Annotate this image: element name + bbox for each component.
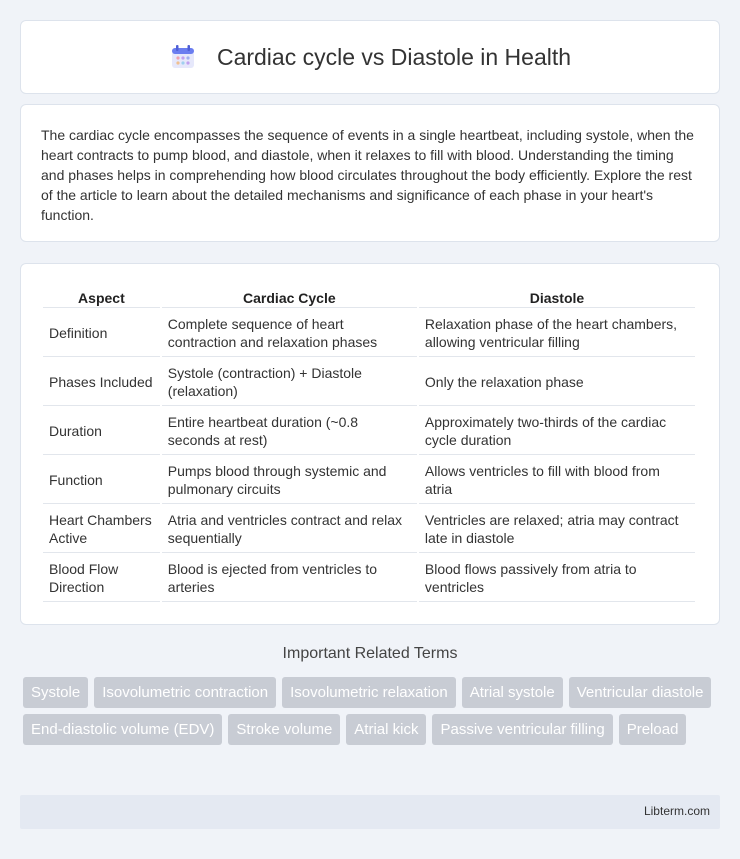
table-row <box>43 408 695 455</box>
term-tag[interactable]: Systole <box>23 677 88 708</box>
term-tag[interactable]: Isovolumetric contraction <box>94 677 276 708</box>
table-row <box>43 310 695 357</box>
table-row <box>43 457 695 504</box>
table-cell: Approximately two-thirds of the cardiac cycle duration <box>419 408 695 455</box>
table-row <box>43 359 695 406</box>
table-row <box>43 506 695 553</box>
table-cell: Ventricles are relaxed; atria may contract late in diastole <box>419 506 695 553</box>
footer-brand[interactable]: Libterm.com <box>643 804 710 818</box>
term-tag[interactable]: End-diastolic volume (EDV) <box>23 714 222 745</box>
comparison-table <box>41 284 697 604</box>
term-tag[interactable]: Atrial systole <box>462 677 563 708</box>
intro-text: The cardiac cycle encompasses the sequence of events in a single heartbeat, including systole, when the heart contracts to pump blood, and diastole, when it relaxes to fill with blood. Understanding the timing and phases helps in comprehending how blood circulates throughout the body efficiently. Explore the rest of the article to learn about the detailed mechanisms and significance of each phase in your heart's function. <box>41 127 694 223</box>
term-tag[interactable]: Preload <box>619 714 687 745</box>
table-cell: Heart Chambers Active <box>43 506 160 553</box>
term-tag[interactable]: Isovolumetric relaxation <box>282 677 456 708</box>
term-tag[interactable]: Atrial kick <box>346 714 426 745</box>
header-card <box>20 20 720 94</box>
table-cell: Systole (contraction) + Diastole (relaxation) <box>162 359 417 406</box>
table-cell: Blood flows passively from atria to ventricles <box>419 555 695 602</box>
footer <box>20 795 720 829</box>
page-title: Cardiac cycle vs Diastole in Health <box>216 43 572 70</box>
comparison-table-card <box>20 263 720 625</box>
table-cell: Blood Flow Direction <box>43 555 160 602</box>
table-cell: Blood is ejected from ventricles to arteries <box>162 555 417 602</box>
table-cell: Pumps blood through systemic and pulmonary circuits <box>162 457 417 504</box>
intro-card <box>20 104 720 242</box>
table-header-row <box>43 286 695 308</box>
table-cell: Definition <box>43 310 160 357</box>
calendar-icon <box>169 43 197 71</box>
table-header: Cardiac Cycle <box>162 286 417 308</box>
table-header: Diastole <box>419 286 695 308</box>
table-cell: Allows ventricles to fill with blood from atria <box>419 457 695 504</box>
table-cell: Function <box>43 457 160 504</box>
table-header: Aspect <box>43 286 160 308</box>
term-tag[interactable]: Passive ventricular filling <box>432 714 612 745</box>
table-cell: Only the relaxation phase <box>419 359 695 406</box>
table-cell: Relaxation phase of the heart chambers, allowing ventricular filling <box>419 310 695 357</box>
table-cell: Complete sequence of heart contraction and relaxation phases <box>162 310 417 357</box>
table-cell: Entire heartbeat duration (~0.8 seconds at rest) <box>162 408 417 455</box>
table-cell: Phases Included <box>43 359 160 406</box>
term-tag[interactable]: Ventricular diastole <box>569 677 712 708</box>
related-terms-list <box>23 677 723 745</box>
table-row <box>43 555 695 602</box>
term-tag[interactable]: Stroke volume <box>228 714 340 745</box>
table-cell: Atria and ventricles contract and relax sequentially <box>162 506 417 553</box>
related-terms-title: Important Related Terms <box>282 645 458 662</box>
table-cell: Duration <box>43 408 160 455</box>
